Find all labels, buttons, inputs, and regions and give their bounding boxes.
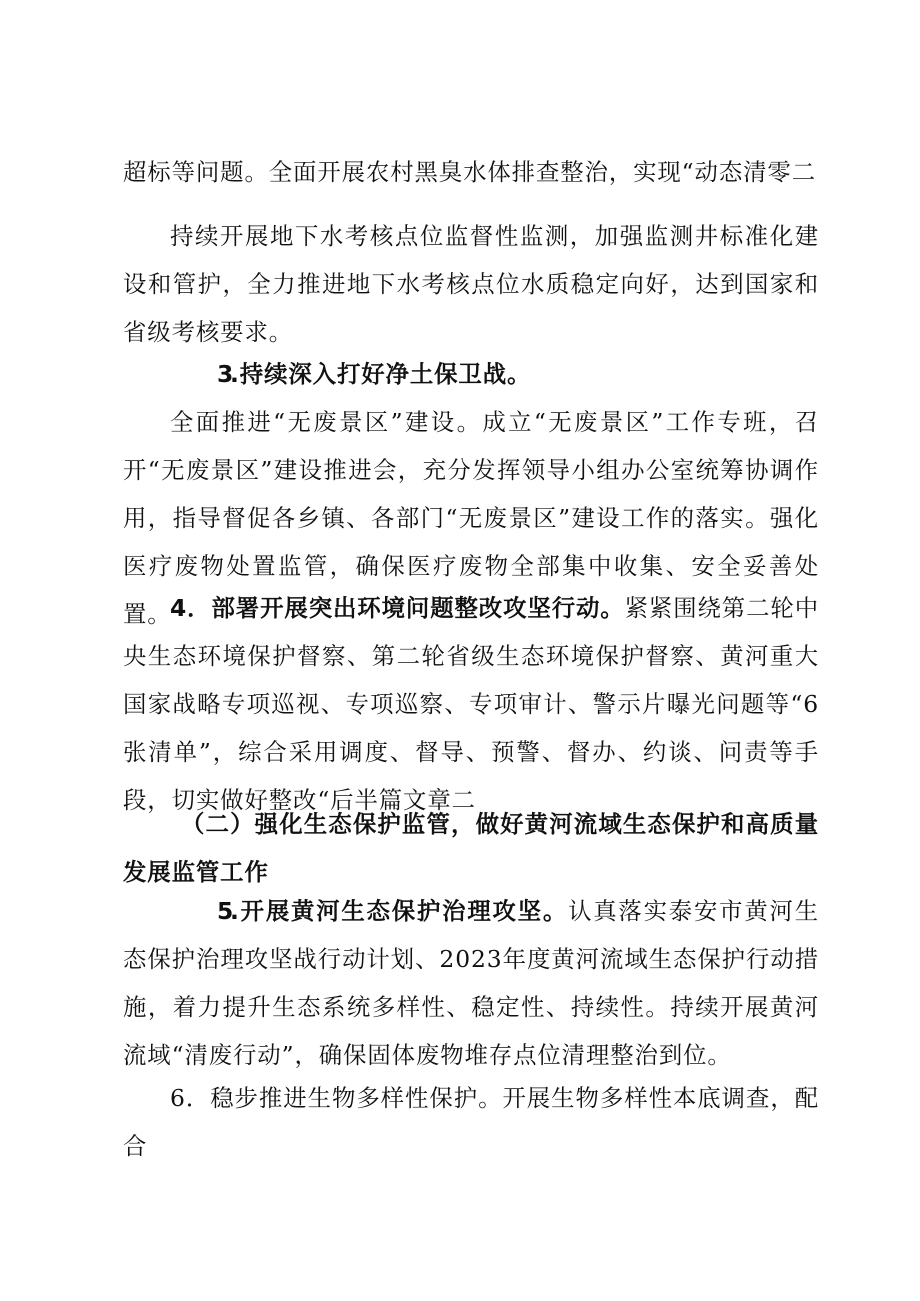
heading-4-text: 4．部署开展突出环境问题整改攻坚行动。 [170,594,625,622]
heading-5-text: .开展黄河生态保护治理攻坚。 [230,897,569,925]
section-heading-2: （二）强化生态保护监管，做好黄河流域生态保护和高质量发展监管工作 [123,810,819,886]
heading-3-text: .持续深入打好净土保卫战。 [230,360,532,388]
heading-3-number: 3 [217,360,235,388]
paragraph-groundwater: 持续开展地下水考核点位监督性监测，加强监测井标准化建设和管护，全力推进地下水考核点位水质稳定向好，达到国家和省级考核要求。 [123,222,819,346]
paragraph-item-4 [123,584,819,824]
paragraph-4-body: 紧紧围绕第二轮中央生态环境保护督察、第二轮省级生态环境保护督察、黄河重大国家战略专项巡视、专项巡察、专项审计、警示片曝光问题等“6张清单”，综合采用调度、督导、预警、督办、约谈、问责等手段，切实做好整改“后半篇文章二 [123,594,820,814]
paragraph-item-6: 6．稳步推进生物多样性保护。开展生物多样性本底调查，配合 [123,1084,819,1160]
paragraph-item-5 [123,887,819,1079]
heading-item-3 [123,350,819,398]
paragraph-no-waste: 全面推进“无废景区”建设。成立“无废景区”工作专班，召开“无废景区”建设推进会，充分发挥领导小组办公室统筹协调作用，指导督促各乡镇、各部门“无废景区”建设工作的落实。强化医疗废物处置监管，确保医疗废物全部集中收集、安全妥善处置。 [123,408,819,628]
heading-5-number: 5 [217,897,235,925]
paragraph-1: 超标等问题。全面开展农村黑臭水体排查整治，实现“动态清零二 [123,158,816,186]
paragraph-5-body: 认真落实泰安市黄河生态保护治理攻坚战行动计划、2023年度黄河流域生态保护行动措施，着力提升生态系统多样性、稳定性、持续性。持续开展黄河流域“清废行动”，确保固体废物堆存点位清理整治到位。 [123,897,819,1069]
